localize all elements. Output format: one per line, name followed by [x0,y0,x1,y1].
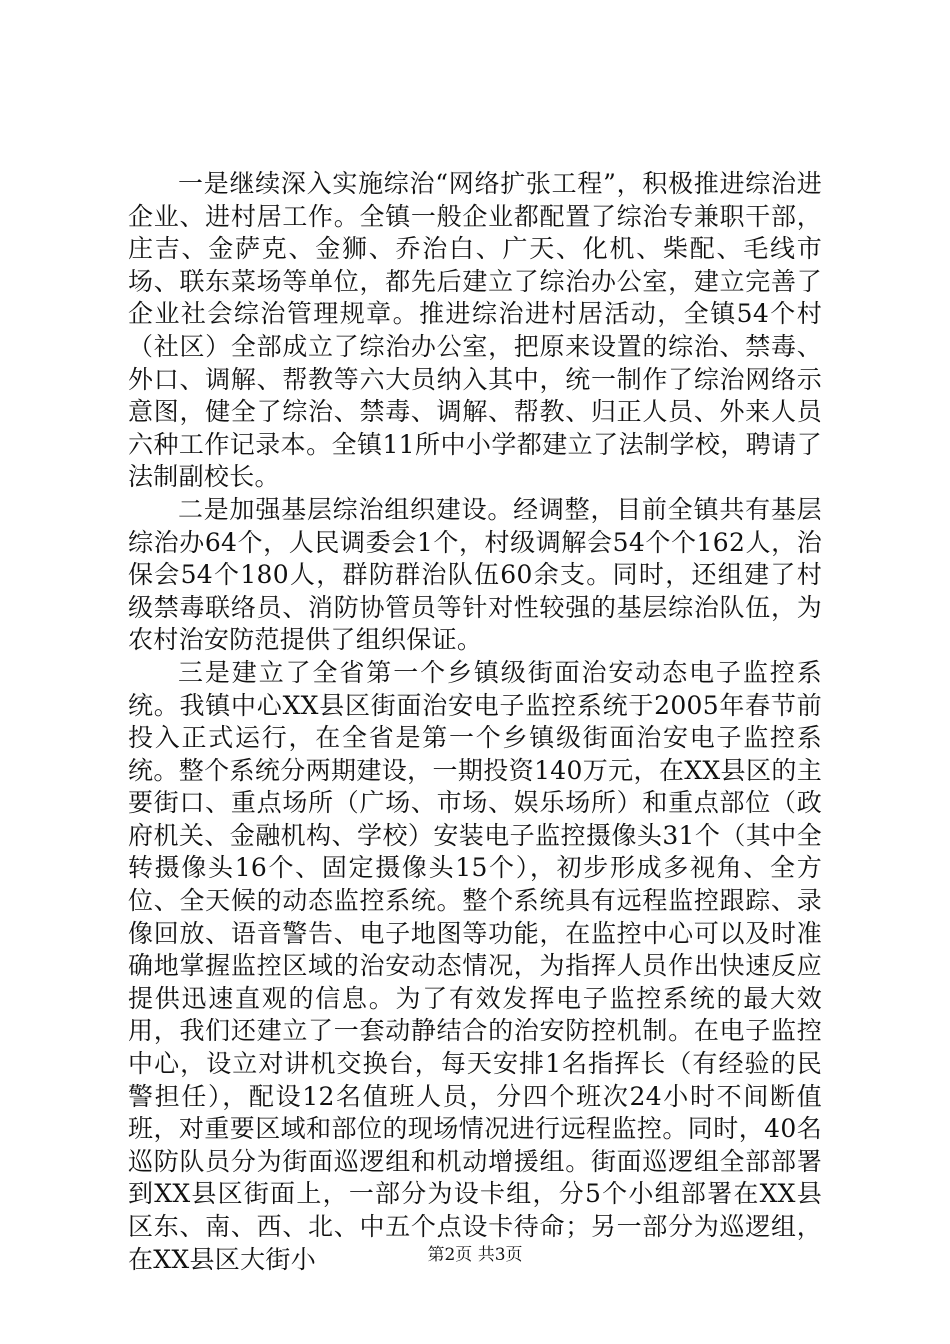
document-body [128,168,822,1276]
page-number-footer: 第2页 共3页 [427,1245,523,1265]
paragraph-3: 三是建立了全省第一个乡镇级街面治安动态电子监控系统。我镇中心XX县区街面治安电子监控系统于2005年春节前投入正式运行，在全省是第一个乡镇级街面治安电子监控系统。整个系统分两期建设，一期投资140万元，在XX县区的主要街口、重点场所（广场、市场、娱乐场所）和重点部位（政府机关、金融机构、学校）安装电子监控摄像头31个（其中全转摄像头16个、固定摄像头15个），初步形成多视角、全方位、全天候的动态监控系统。整个系统具有远程监控跟踪、录像回放、语音警告、电子地图等功能，在监控中心可以及时准确地掌握监控区域的治安动态情况，为指挥人员作出快速反应提供迅速直观的信息。为了有效发挥电子监控系统的最大效用，我们还建立了一套动静结合的治安防控机制。在电子监控中心，设立对讲机交换台，每天安排1名指挥长（有经验的民警担任），配设12名值班人员，分四个班次24小时不间断值班，对重要区域和部位的现场情况进行远程监控。同时，40名巡防队员分为街面巡逻组和机动增援组。街面巡逻组全部部署到XX县区街面上，一部分为设卡组，分5个小组部署在XX县区东、南、西、北、中五个点设卡待命；另一部分为巡逻组，在XX县区大街小 [128,657,822,1274]
paragraph-2: 二是加强基层综治组织建设。经调整，目前全镇共有基层综治办64个，人民调委会1个，村级调解会54个个162人，治保会54个180人，群防群治队伍60余支。同时，还组建了村级禁毒联络员、消防协管员等针对性较强的基层综治队伍，为农村治安防范提供了组织保证。 [128,494,822,655]
paragraph-1: 一是继续深入实施综治“网络扩张工程”，积极推进综治进企业、进村居工作。全镇一般企业都配置了综治专兼职干部，庄吉、金萨克、金狮、乔治白、广天、化机、柴配、毛线市场、联东菜场等单位，都先后建立了综治办公室，建立完善了企业社会综治管理规章。推进综治进村居活动，全镇54个村（社区）全部成立了综治办公室，把原来设置的综治、禁毒、外口、调解、帮教等六大员纳入其中，统一制作了综治网络示意图，健全了综治、禁毒、调解、帮教、归正人员、外来人员六种工作记录本。全镇11所中小学都建立了法制学校，聘请了法制副校长。 [128,169,822,492]
